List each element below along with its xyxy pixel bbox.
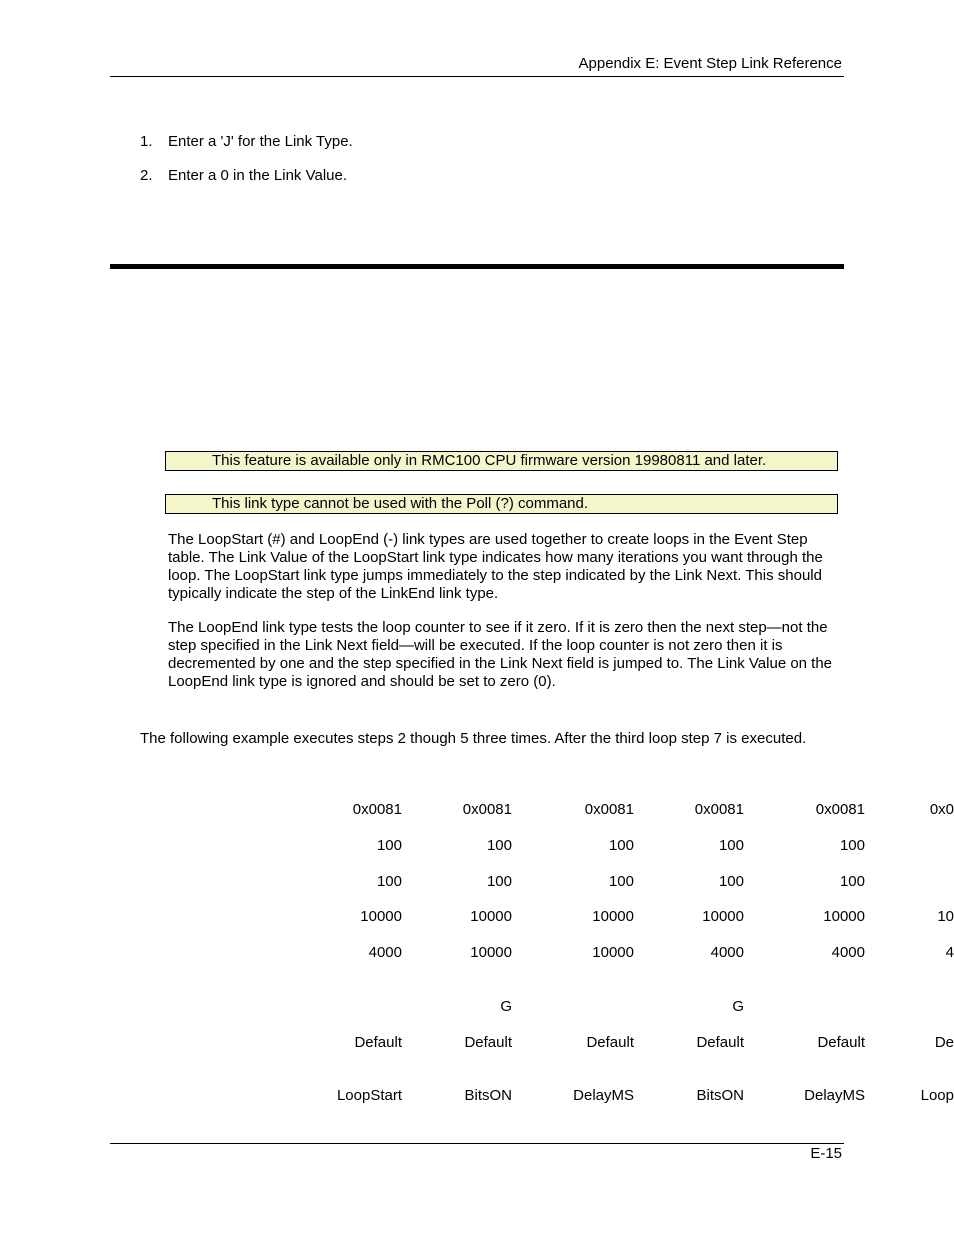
table-cell: 4000: [831, 944, 865, 961]
table-cell: 10000: [470, 908, 512, 925]
step-number: 1.: [140, 133, 153, 150]
paragraph-text: The LoopEnd link type tests the loop counter to see if it zero. If it is zero then the next step—not the step specified in the Link Next field—will be executed. If the loop counter is not zero then it is decremented by one and the step specified in the Link Next field is jumped to. The Link Value on the LoopEnd link type is ignored and should be set to zero (0).: [168, 619, 833, 690]
step-item: [140, 133, 353, 150]
table-cell: 0x0081: [352, 801, 402, 818]
table-cell: 100: [839, 837, 865, 854]
table-cell: 10000: [592, 944, 634, 961]
table-cell: BitsON: [696, 1087, 744, 1104]
paragraph-loopstart: [168, 531, 836, 603]
table-cell: 10000: [360, 908, 402, 925]
table-cell: 100: [718, 873, 744, 890]
table-cell: Default: [354, 1034, 402, 1051]
table-cell: 10000: [470, 944, 512, 961]
table-cell: G: [500, 998, 512, 1015]
table-cell: 100: [608, 873, 634, 890]
note-box-poll: [165, 494, 838, 514]
note-box-firmware: [165, 451, 838, 471]
table-cell: 100: [376, 837, 402, 854]
section-rule: [110, 264, 844, 269]
footer-rule: [110, 1143, 844, 1144]
table-cell: 4000: [368, 944, 402, 961]
table-cell: Default: [464, 1034, 512, 1051]
step-text: Enter a 0 in the Link Value.: [168, 167, 348, 184]
table-cell: 100: [376, 873, 402, 890]
note-text: This link type cannot be used with the Poll (?) command.: [212, 495, 589, 512]
table-cell: 0x0081: [584, 801, 634, 818]
table-cell: 4: [945, 944, 954, 961]
table-cell: 0x0081: [462, 801, 512, 818]
table-cell: 100: [608, 837, 634, 854]
paragraph-text: The LoopStart (#) and LoopEnd (-) link types are used together to create loops in the Event Step table. The Link Value of the LoopStart link type indicates how many iterations you want through the loop. The LoopStart link type jumps immediately to the step indicated by the Link Next. This should typically indicate the step of the LinkEnd link type.: [168, 531, 823, 602]
note-text: This feature is available only in RMC100 CPU firmware version 19980811 and later.: [212, 452, 767, 469]
table-cell: 0x0: [929, 801, 954, 818]
table-cell: 10000: [823, 908, 865, 925]
table-cell: 100: [486, 873, 512, 890]
paragraph-loopend: [168, 619, 836, 691]
table-cell: Default: [586, 1034, 634, 1051]
table-cell: BitsON: [464, 1087, 512, 1104]
table-cell: 100: [839, 873, 865, 890]
table-cell: Default: [817, 1034, 865, 1051]
table-cell: DelayMS: [573, 1087, 634, 1104]
table-cell: Loop: [920, 1087, 954, 1104]
table-cell: 10000: [592, 908, 634, 925]
table-cell: Default: [696, 1034, 744, 1051]
table-cell: 0x0081: [694, 801, 744, 818]
step-item: [140, 167, 347, 184]
table-cell: 10000: [702, 908, 744, 925]
table-cell: De: [934, 1034, 954, 1051]
table-cell: 10: [937, 908, 954, 925]
page-number: E-15: [810, 1145, 842, 1162]
step-number: 2.: [140, 167, 153, 184]
table-cell: 100: [486, 837, 512, 854]
table-cell: G: [732, 998, 744, 1015]
example-text: The following example executes steps 2 though 5 three times. After the third loop step 7 is executed.: [140, 730, 807, 747]
page-header-title: Appendix E: Event Step Link Reference: [578, 55, 842, 72]
step-text: Enter a 'J' for the Link Type.: [168, 133, 353, 150]
header-rule: [110, 76, 844, 77]
table-cell: LoopStart: [336, 1087, 402, 1104]
table-cell: 4000: [710, 944, 744, 961]
table-cell: 0x0081: [815, 801, 865, 818]
table-cell: DelayMS: [804, 1087, 865, 1104]
table-cell: 100: [718, 837, 744, 854]
